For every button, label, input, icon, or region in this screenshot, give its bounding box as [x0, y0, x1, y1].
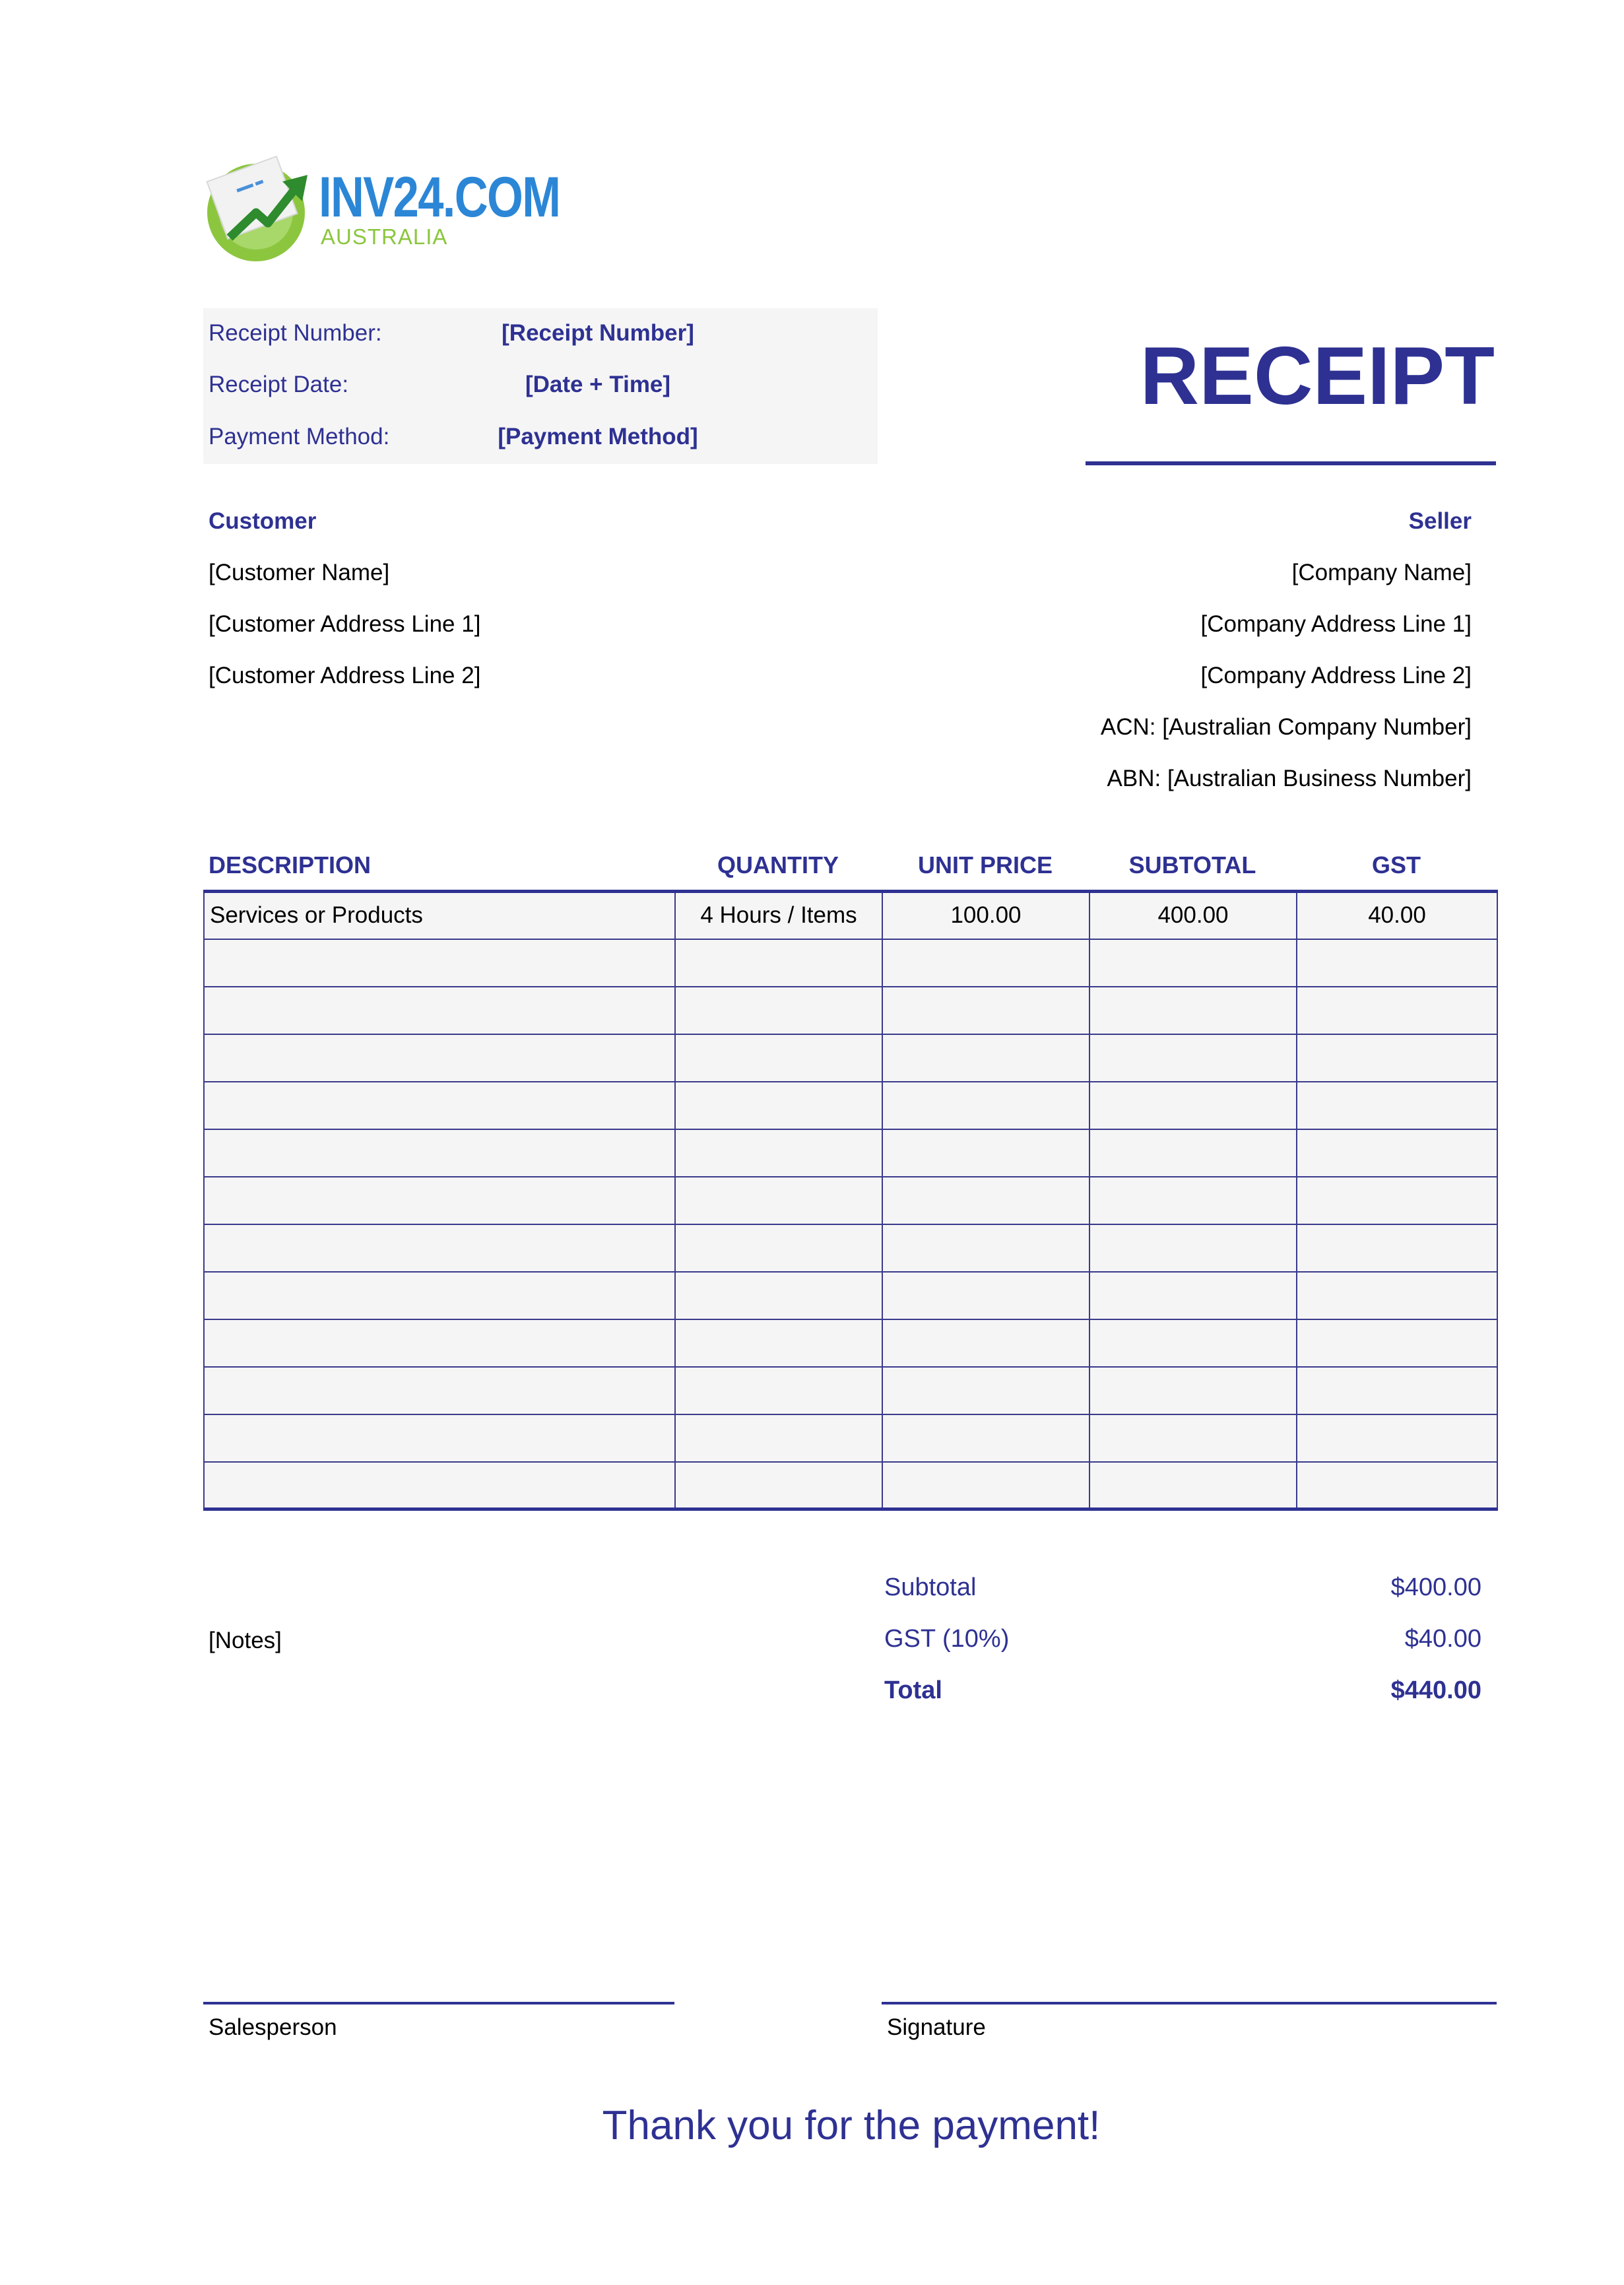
signature-line [882, 2002, 1497, 2004]
cell-subtotal [1089, 1367, 1297, 1414]
table-row [204, 1367, 1497, 1414]
logo-icon [203, 152, 315, 264]
cell-subtotal [1089, 1177, 1297, 1224]
table-row [204, 1462, 1497, 1509]
cell-quantity [675, 987, 882, 1034]
cell-subtotal [1089, 1034, 1297, 1082]
gst-value: $40.00 [1404, 1625, 1481, 1653]
customer-name: [Customer Name] [209, 560, 390, 585]
table-row [204, 1129, 1497, 1177]
cell-unit-price [882, 1272, 1089, 1319]
cell-description [204, 1462, 675, 1509]
table-row [204, 1319, 1497, 1367]
cell-description [204, 1034, 675, 1082]
cell-description [204, 1082, 675, 1129]
cell-gst [1297, 1177, 1497, 1224]
logo-subtitle: AUSTRALIA [321, 224, 448, 249]
table-row [204, 939, 1497, 987]
cell-gst [1297, 1367, 1497, 1414]
customer-heading: Customer [209, 508, 317, 534]
seller-address-line-2: [Company Address Line 2] [1200, 663, 1472, 688]
subtotal-value: $400.00 [1390, 1573, 1481, 1601]
receipt-info-box [203, 308, 878, 464]
table-row [204, 1414, 1497, 1462]
cell-gst [1297, 987, 1497, 1034]
thank-you-message: Thank you for the payment! [602, 2103, 1101, 2148]
cell-unit-price [882, 1414, 1089, 1462]
cell-description [204, 1319, 675, 1367]
page-title: RECEIPT [1140, 331, 1495, 422]
cell-unit-price [882, 987, 1089, 1034]
cell-gst [1297, 939, 1497, 987]
cell-description [204, 1272, 675, 1319]
customer-address-line-2: [Customer Address Line 2] [209, 663, 481, 688]
cell-gst [1297, 1082, 1497, 1129]
cell-gst [1297, 1414, 1497, 1462]
cell-quantity [675, 1224, 882, 1272]
cell-subtotal [1089, 1082, 1297, 1129]
cell-unit-price [882, 1177, 1089, 1224]
cell-subtotal [1089, 1224, 1297, 1272]
cell-gst: 40.00 [1297, 892, 1497, 939]
cell-description: Services or Products [204, 892, 675, 939]
cell-quantity [675, 1414, 882, 1462]
cell-quantity [675, 1129, 882, 1177]
column-header-unit-price: UNIT PRICE [917, 851, 1053, 878]
payment-method-value: [Payment Method] [498, 424, 698, 449]
logo-name: INV24.COM [319, 166, 560, 229]
receipt-date-value: [Date + Time] [525, 372, 671, 397]
company-logo [203, 152, 560, 264]
cell-quantity [675, 1462, 882, 1509]
notes: [Notes] [209, 1628, 282, 1653]
cell-quantity [675, 1272, 882, 1319]
table-row [204, 1272, 1497, 1319]
cell-gst [1297, 1224, 1497, 1272]
cell-quantity [675, 1367, 882, 1414]
column-header-gst: GST [1371, 851, 1421, 878]
cell-description [204, 1367, 675, 1414]
total-label: Total [884, 1676, 942, 1704]
cell-quantity [675, 939, 882, 987]
cell-description [204, 1129, 675, 1177]
cell-unit-price [882, 1319, 1089, 1367]
cell-unit-price [882, 1224, 1089, 1272]
cell-unit-price [882, 1462, 1089, 1509]
title-underline [1086, 461, 1496, 465]
cell-subtotal: 400.00 [1089, 892, 1297, 939]
receipt-number-value: [Receipt Number] [502, 320, 694, 346]
seller-company-name: [Company Name] [1291, 560, 1472, 585]
receipt-date-label: Receipt Date: [209, 372, 349, 397]
cell-quantity [675, 1082, 882, 1129]
cell-description [204, 987, 675, 1034]
cell-subtotal [1089, 939, 1297, 987]
seller-acn: ACN: [Australian Company Number] [1100, 714, 1472, 740]
cell-gst [1297, 1272, 1497, 1319]
customer-address-line-1: [Customer Address Line 1] [209, 611, 481, 637]
cell-description [204, 939, 675, 987]
cell-gst [1297, 1319, 1497, 1367]
column-header-quantity: QUANTITY [717, 851, 839, 878]
column-header-subtotal: SUBTOTAL [1128, 851, 1256, 878]
column-header-description: DESCRIPTION [209, 851, 372, 878]
cell-quantity [675, 1034, 882, 1082]
cell-gst [1297, 1034, 1497, 1082]
table-row [204, 1082, 1497, 1129]
cell-unit-price [882, 1129, 1089, 1177]
cell-description [204, 1177, 675, 1224]
cell-subtotal [1089, 1129, 1297, 1177]
cell-unit-price [882, 1082, 1089, 1129]
receipt-number-label: Receipt Number: [209, 320, 382, 346]
payment-method-label: Payment Method: [209, 424, 390, 449]
items-table [203, 890, 1498, 1511]
total-value: $440.00 [1390, 1676, 1481, 1704]
table-row [204, 1224, 1497, 1272]
cell-gst [1297, 1462, 1497, 1509]
cell-description [204, 1414, 675, 1462]
seller-abn: ABN: [Australian Business Number] [1107, 766, 1472, 791]
cell-subtotal [1089, 987, 1297, 1034]
table-row [204, 987, 1497, 1034]
cell-unit-price: 100.00 [882, 892, 1089, 939]
cell-description [204, 1224, 675, 1272]
subtotal-label: Subtotal [884, 1573, 977, 1601]
gst-label: GST (10%) [884, 1625, 1010, 1653]
cell-subtotal [1089, 1462, 1297, 1509]
cell-subtotal [1089, 1319, 1297, 1367]
cell-subtotal [1089, 1272, 1297, 1319]
cell-subtotal [1089, 1414, 1297, 1462]
signature-label: Signature [887, 2014, 986, 2040]
cell-unit-price [882, 1034, 1089, 1082]
cell-quantity [675, 1319, 882, 1367]
cell-unit-price [882, 939, 1089, 987]
salesperson-line [203, 2002, 674, 2004]
cell-quantity [675, 1177, 882, 1224]
cell-quantity: 4 Hours / Items [675, 892, 882, 939]
salesperson-label: Salesperson [209, 2014, 337, 2040]
seller-address-line-1: [Company Address Line 1] [1200, 611, 1472, 637]
cell-gst [1297, 1129, 1497, 1177]
table-row [204, 892, 1497, 939]
table-row [204, 1034, 1497, 1082]
table-row [204, 1177, 1497, 1224]
cell-unit-price [882, 1367, 1089, 1414]
seller-heading: Seller [1408, 508, 1472, 534]
